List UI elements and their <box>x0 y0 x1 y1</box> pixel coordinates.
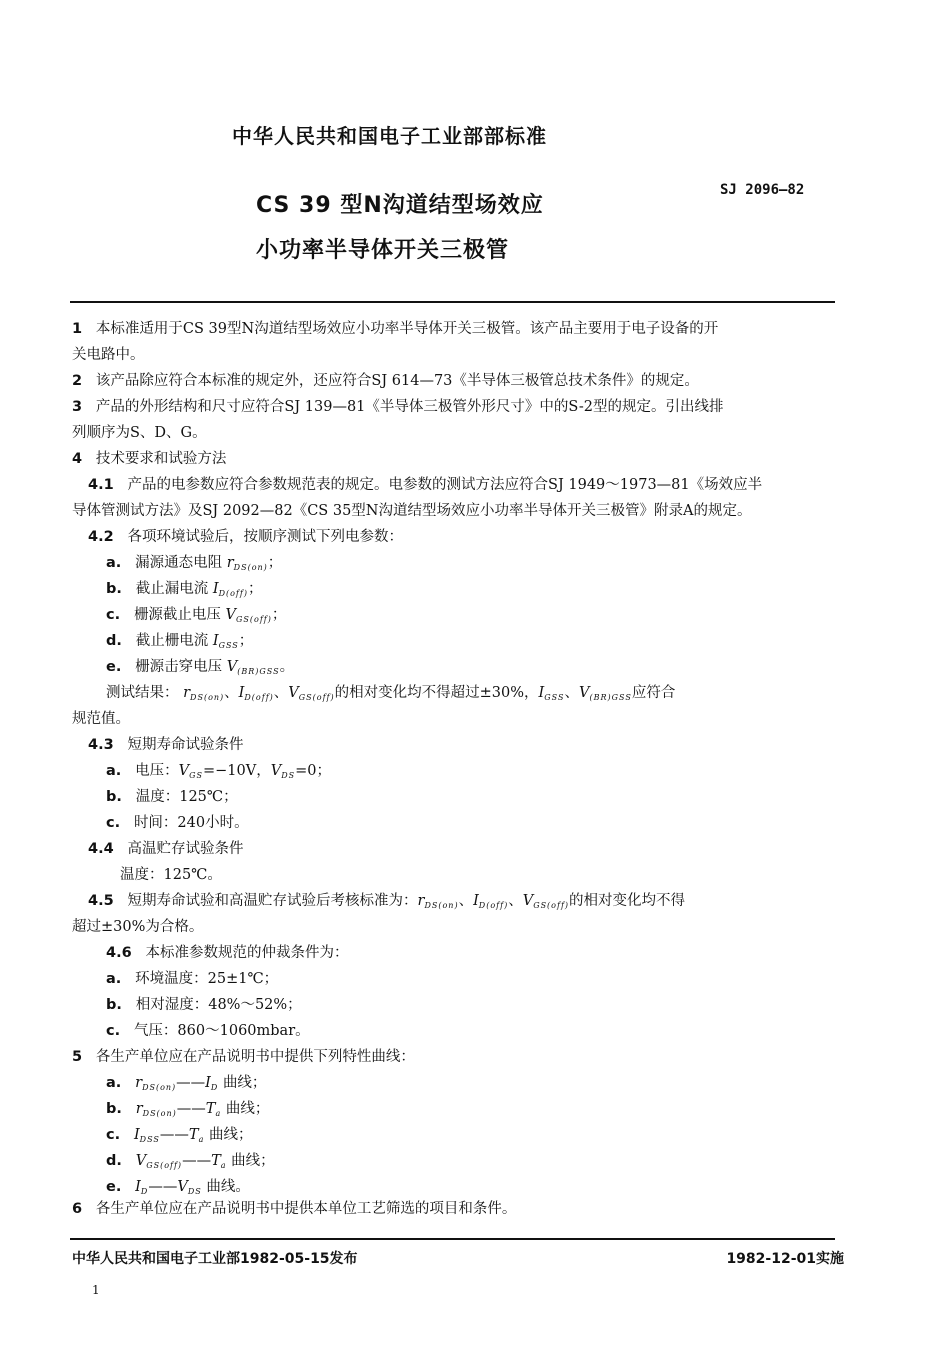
section-4-5-line-1 <box>88 891 685 916</box>
symbol-subscript: D(off) <box>218 589 248 598</box>
item-text: 气压：860～1060mbar。 <box>133 1023 310 1039</box>
symbol: V <box>226 659 238 675</box>
symbol-subscript: GS(off) <box>236 615 272 624</box>
page-number: 1 <box>92 1283 100 1297</box>
symbol: V <box>225 607 237 623</box>
section-1-line-2: 关电路中。 <box>72 347 145 363</box>
section-number: 4.3 <box>88 737 114 753</box>
issue-statement: 中华人民共和国电子工业部1982-05-15发布 <box>72 1251 358 1267</box>
item-label: d. <box>106 633 122 649</box>
symbol: T <box>188 1127 199 1143</box>
symbol-subscript: D <box>140 1187 149 1196</box>
item-label: b. <box>106 997 122 1013</box>
item-end: ； <box>238 633 254 649</box>
symbol-subscript: a <box>198 1135 205 1144</box>
section-4 <box>72 449 226 469</box>
symbol: r <box>226 555 234 571</box>
item-text: 栅源击穿电压 <box>135 659 223 675</box>
symbol-subscript: D(off) <box>478 901 509 910</box>
list-item-5-d <box>106 1151 275 1176</box>
result-lead: 测试结果： <box>106 685 179 701</box>
list-item-4-3-b <box>106 787 238 807</box>
symbol-subscript: GS(off) <box>533 901 570 910</box>
item-text: 相对湿度：48%～52%； <box>135 997 302 1013</box>
symbol: V <box>135 1153 147 1169</box>
symbol-subscript: (BR)GSS <box>237 667 280 676</box>
item-label: e. <box>106 1179 122 1195</box>
list-item-5-c <box>106 1125 252 1150</box>
symbol-subscript: GS <box>189 771 203 780</box>
section-number: 3 <box>72 399 83 415</box>
section-text: 各生产单位应在产品说明书中提供本单位工艺筛选的项目和条件。 <box>95 1201 517 1217</box>
symbol: I <box>205 1075 211 1091</box>
section-4-4 <box>88 839 244 859</box>
item-text: 环境温度：25±1℃； <box>135 971 279 987</box>
section-text: 产品的电参数应符合参数规范表的规定。电参数的测试方法应符合SJ 1949～1973—81《场效应半 <box>127 477 763 493</box>
section-text: 高温贮存试验条件 <box>127 841 244 857</box>
section-4-2 <box>88 527 403 547</box>
section-number: 5 <box>72 1049 83 1065</box>
section-text: 短期寿命试验条件 <box>127 737 244 753</box>
symbol-subscript: GSS <box>544 693 565 702</box>
section-number: 4.2 <box>88 529 114 545</box>
item-label: b. <box>106 1101 122 1117</box>
section-number: 6 <box>72 1201 83 1217</box>
symbol-subscript: DS <box>281 771 296 780</box>
separator: 、 <box>508 893 523 909</box>
document-title-line-1: CS 39 型N沟道结型场效应 <box>256 193 544 218</box>
symbol: V <box>177 1179 188 1195</box>
symbol: I <box>538 685 545 701</box>
section-number: 4.5 <box>88 893 114 909</box>
document-title-line-2: 小功率半导体开关三极管 <box>256 238 510 263</box>
item-label: e. <box>106 659 122 675</box>
item-label: a. <box>106 555 122 571</box>
section-number: 4 <box>72 451 83 467</box>
section-4-5-line-2: 超过±30%为合格。 <box>72 919 204 935</box>
symbol: I <box>212 633 219 649</box>
result-end: 应符合 <box>631 685 676 701</box>
section-4-1-line-1 <box>88 475 762 495</box>
item-text: 时间：240小时。 <box>133 815 249 831</box>
list-item-4-2-b <box>106 579 262 604</box>
symbol: r <box>417 893 425 909</box>
section-number: 1 <box>72 321 83 337</box>
separator: 、 <box>564 685 579 701</box>
value: =0； <box>295 763 331 779</box>
section-4-1-line-2: 导体管测试方法》及SJ 2092—82《CS 35型N沟道结型场效应小功率半导体开关三极管》附录A的规定。 <box>72 503 752 519</box>
symbol: T <box>211 1153 221 1169</box>
item-text: 栅源截止电压 <box>133 607 221 623</box>
symbol-subscript: a <box>215 1109 222 1118</box>
dash: —— <box>176 1075 206 1091</box>
symbol: I <box>238 685 245 701</box>
item-text: 电压： <box>135 763 179 779</box>
section-6 <box>72 1199 516 1219</box>
symbol: I <box>133 1127 140 1143</box>
item-end: 曲线。 <box>206 1179 250 1195</box>
item-end: 曲线； <box>208 1127 253 1143</box>
section-3-line-1 <box>72 397 724 417</box>
list-item-5-b <box>106 1099 269 1124</box>
separator: 、 <box>224 685 239 701</box>
symbol-subscript: GS(off) <box>298 693 335 702</box>
symbol: r <box>135 1101 143 1117</box>
result-middle: 的相对变化均不得超过±30%， <box>334 685 539 701</box>
symbol-subscript: GSS <box>218 641 239 650</box>
list-item-4-2-a <box>106 553 282 578</box>
dash: —— <box>182 1153 212 1169</box>
section-3-line-2: 列顺序为S、D、G。 <box>72 425 207 441</box>
list-item-4-6-a <box>106 969 278 989</box>
item-end: 曲线； <box>222 1075 267 1091</box>
list-item-4-6-b <box>106 995 302 1015</box>
item-label: c. <box>106 1127 121 1143</box>
item-end: 曲线； <box>225 1101 270 1117</box>
item-label: a. <box>106 971 122 987</box>
section-text: 各项环境试验后，按顺序测试下列电参数： <box>127 529 404 545</box>
symbol-subscript: (BR)GSS <box>589 693 632 702</box>
section-2 <box>72 371 699 391</box>
section-number: 4.1 <box>88 477 114 493</box>
standard-number: SJ 2096—82 <box>720 182 805 198</box>
header-divider <box>70 301 835 303</box>
section-text-end: 的相对变化均不得 <box>569 893 686 909</box>
list-item-4-3-a <box>106 761 331 786</box>
item-end: 。 <box>279 659 295 675</box>
list-item-4-2-d <box>106 631 253 656</box>
item-end: ； <box>271 607 287 623</box>
symbol-subscript: D(off) <box>244 693 274 702</box>
section-5 <box>72 1047 415 1067</box>
dash: —— <box>176 1101 206 1117</box>
item-label: b. <box>106 789 122 805</box>
section-text: 技术要求和试验方法 <box>95 451 227 467</box>
list-item-4-3-c <box>106 813 249 833</box>
list-item-4-2-e <box>106 657 294 682</box>
list-item-4-6-c <box>106 1021 310 1041</box>
footer-divider <box>70 1238 835 1240</box>
item-text: 漏源通态电阻 <box>135 555 223 571</box>
section-4-6 <box>106 943 349 963</box>
dash: —— <box>148 1179 178 1195</box>
symbol-subscript: GS(off) <box>146 1161 183 1170</box>
section-text: 产品的外形结构和尺寸应符合SJ 139—81《半导体三极管外形尺寸》中的S-2型的规定。引出线排 <box>95 399 724 415</box>
symbol-subscript: DSS <box>139 1135 160 1144</box>
separator: 、 <box>458 893 474 909</box>
item-label: c. <box>106 607 121 623</box>
symbol-subscript: DS(on) <box>142 1109 177 1118</box>
dash: —— <box>159 1127 189 1143</box>
section-text: 该产品除应符合本标准的规定外，还应符合SJ 614—73《半导体三极管总技术条件》的规定。 <box>95 373 699 389</box>
symbol: V <box>270 763 282 779</box>
section-text: 本标准适用于CS 39型N沟道结型场效应小功率半导体开关三极管。该产品主要用于电子设备的开 <box>95 321 719 337</box>
symbol: V <box>288 685 299 701</box>
section-text: 本标准参数规范的仲裁条件为： <box>145 945 349 961</box>
section-text: 各生产单位应在产品说明书中提供下列特性曲线： <box>95 1049 415 1065</box>
symbol-subscript: DS(on) <box>424 901 459 910</box>
item-label: c. <box>106 1023 121 1039</box>
symbol: T <box>205 1101 216 1117</box>
symbol: I <box>135 1179 141 1195</box>
item-text: 温度：125℃； <box>135 789 238 805</box>
symbol: V <box>178 763 190 779</box>
item-end: ； <box>267 555 283 571</box>
item-label: a. <box>106 1075 122 1091</box>
symbol: I <box>212 581 219 597</box>
item-text: 截止漏电流 <box>135 581 209 597</box>
effective-date: 1982-12-01实施 <box>726 1251 844 1267</box>
issuing-agency: 中华人民共和国电子工业部部标准 <box>232 124 547 148</box>
test-result-line-2: 规范值。 <box>72 711 130 727</box>
item-end: ； <box>247 581 263 597</box>
item-label: d. <box>106 1153 122 1169</box>
symbol-subscript: DS(on) <box>233 563 268 572</box>
test-result-line-1 <box>106 683 675 708</box>
item-text: 截止栅电流 <box>135 633 209 649</box>
section-4-3 <box>88 735 244 755</box>
section-number: 4.4 <box>88 841 114 857</box>
list-item-5-a <box>106 1073 266 1098</box>
symbol-subscript: DS <box>187 1187 202 1196</box>
symbol-subscript: a <box>220 1161 227 1170</box>
symbol-subscript: D <box>210 1083 219 1092</box>
section-1-line-1 <box>72 319 718 339</box>
symbol: V <box>522 893 534 909</box>
section-text: 短期寿命试验和高温贮存试验后考核标准为： <box>127 893 418 909</box>
symbol: I <box>473 893 479 909</box>
symbol-subscript: DS(on) <box>142 1083 177 1092</box>
symbol: r <box>183 685 191 701</box>
symbol-subscript: DS(on) <box>190 693 225 702</box>
list-item-4-2-c <box>106 605 286 630</box>
item-label: c. <box>106 815 121 831</box>
item-end: 曲线； <box>231 1153 275 1169</box>
separator: 、 <box>273 685 289 701</box>
section-number: 4.6 <box>106 945 132 961</box>
symbol: V <box>578 685 590 701</box>
item-label: a. <box>106 763 122 779</box>
symbol: r <box>135 1075 143 1091</box>
value: =−10V， <box>202 763 271 779</box>
section-number: 2 <box>72 373 83 389</box>
section-4-4-temperature: 温度：125℃。 <box>120 867 222 883</box>
item-label: b. <box>106 581 122 597</box>
